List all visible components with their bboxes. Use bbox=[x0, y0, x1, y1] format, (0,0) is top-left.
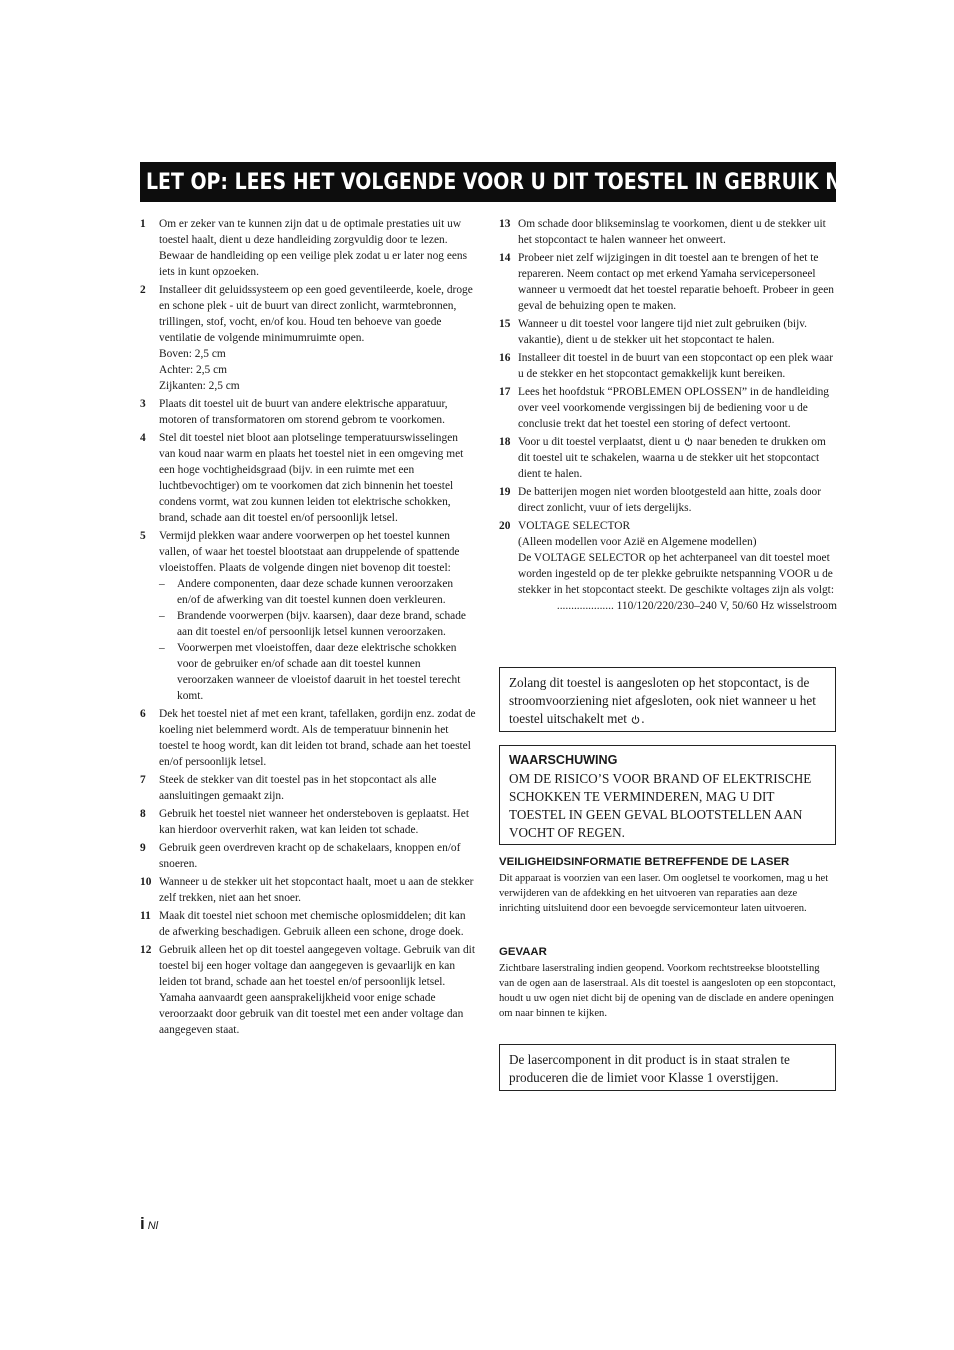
list-item bbox=[499, 316, 837, 348]
item-text: Steek de stekker van dit toestel pas in het stopcontact als alle aansluitingen gemaakt zijn. bbox=[159, 774, 437, 802]
list-item bbox=[140, 706, 476, 770]
sub-item bbox=[159, 640, 476, 704]
list-item bbox=[140, 430, 476, 526]
item-number: 7 bbox=[140, 774, 146, 786]
item-number: 2 bbox=[140, 284, 146, 296]
list-item bbox=[140, 840, 476, 872]
list-item bbox=[499, 384, 837, 432]
item-number: 8 bbox=[140, 808, 146, 820]
clearance-sides: Zijkanten: 2,5 cm bbox=[159, 380, 240, 392]
item-number: 15 bbox=[499, 318, 511, 330]
warning-text: OM DE RISICO’S VOOR BRAND OF ELEKTRISCHE SCHOKKEN TE VERMINDEREN, MAG U DIT TOESTEL IN GEEN GEVAL BLOOTSTELLEN AAN VOCHT OF REGEN. bbox=[509, 771, 812, 840]
dash-bullet: – bbox=[159, 642, 165, 654]
list-item bbox=[499, 250, 837, 314]
list-item bbox=[140, 874, 476, 906]
list-item bbox=[499, 484, 837, 516]
item-number: 5 bbox=[140, 530, 146, 542]
sub-item-text: Andere componenten, daar deze schade kunnen veroorzaken en/of de afwerking van dit toestel kunnen doen verkleuren. bbox=[177, 578, 454, 606]
page-title-banner bbox=[140, 162, 904, 202]
right-column bbox=[499, 216, 837, 616]
item-text-after: naar beneden te drukken om dit toestel uit te schakelen, waarna u de stekker uit het stopcontact dient te halen. bbox=[518, 436, 826, 480]
sub-item-text: Voorwerpen met vloeistoffen, daar deze elektrische schokken voor de gebruiker en/of schade aan dit toestel kunnen veroorzaken wanneer de vloeistof daaruit in het toestel terecht komt. bbox=[177, 642, 461, 702]
item-text-before: Voor u dit toestel verplaatst, dient u bbox=[518, 436, 681, 448]
item-number: 4 bbox=[140, 432, 146, 444]
language-code: Nl bbox=[147, 1220, 159, 1232]
power-note-box bbox=[499, 667, 836, 732]
item-text: Stel dit toestel niet bloot aan plotselinge temperatuurswisselingen van koud naar warm en plaats het toestel niet in een omgeving met een hoge vochtigheidsgraad (bijv. in een ruimte met een luchtbevochtiger) om te voorkomen dat zich binnenin het toestel condens vormt, wat zou kunnen leiden tot elektrische schokken, brand, schade aan dit toestel en/of persoonlijk letsel. bbox=[159, 432, 464, 524]
item-text: Plaats dit toestel uit de buurt van andere elektrische apparatuur, motoren of transformatoren om storend gebrom te voorkomen. bbox=[159, 398, 448, 426]
item-number: 11 bbox=[140, 910, 151, 922]
list-item bbox=[140, 528, 476, 704]
item-number: 17 bbox=[499, 386, 511, 398]
laser-info-heading: VEILIGHEIDSINFORMATIE BETREFFENDE DE LASER bbox=[499, 856, 790, 868]
item-text: Wanneer u dit toestel voor langere tijd niet zult gebruiken (bijv. vakantie), dient u de stekker uit het stopcontact te halen. bbox=[518, 318, 808, 346]
item-number: 13 bbox=[499, 218, 511, 230]
item-text: Om er zeker van te kunnen zijn dat u de optimale prestaties uit uw toestel haalt, dient u deze handleiding zorgvuldig door te lezen. Bewaar de handleiding op een veilige plek zodat u er later nog eens iets in kunt opzoeken. bbox=[159, 218, 468, 278]
list-item bbox=[499, 434, 837, 482]
page-footer bbox=[140, 1214, 158, 1234]
item-text: Vermijd plekken waar andere voorwerpen op het toestel kunnen vallen, of waar het toestel blootstaat aan druppelende of spattende vloeistoffen. Plaats de volgende dingen niet bovenop dit toestel: bbox=[159, 530, 460, 574]
power-standby-icon bbox=[631, 715, 640, 724]
list-item bbox=[140, 216, 476, 280]
item-number: 3 bbox=[140, 398, 146, 410]
item-number: 19 bbox=[499, 486, 511, 498]
clearance-back: Achter: 2,5 cm bbox=[159, 364, 228, 376]
item-text: Gebruik het toestel niet wanneer het ondersteboven is geplaatst. Het kan hierdoor oververhit raken, wat kan leiden tot schade. bbox=[159, 808, 469, 836]
item-text: Gebruik alleen het op dit toestel aangegeven voltage. Gebruik van dit toestel bij een hoger voltage dan aangegeven is gevaarlijk en kan leiden tot brand, schade aan het toestel en/of persoonlijk letsel. Yamaha aanvaardt geen aansprakelijkheid voor enige schade veroorzaakt door gebruik van dit toestel met een ander voltage dan aangegeven staat. bbox=[159, 944, 475, 1036]
voltage-values: .................... 110/120/220/230–240 V, 50/60 Hz wisselstroom bbox=[556, 600, 837, 612]
item-text: Installeer dit geluidssysteem op een goed geventileerde, koele, droge en schone plek - uit de buurt van direct zonlicht, warmtebronnen, trillingen, stof, vocht, en/of kou. Houd ten behoeve van goede ventilatie de volgende minimumruimte open. bbox=[159, 284, 473, 344]
list-item bbox=[499, 216, 837, 248]
item-number: 10 bbox=[140, 876, 152, 888]
power-note-end: . bbox=[641, 711, 645, 726]
item-text: Wanneer u de stekker uit het stopcontact haalt, moet u aan de stekker zelf trekken, niet aan het snoer. bbox=[159, 876, 474, 904]
sub-item bbox=[159, 608, 476, 640]
item-text: Om schade door blikseminslag te voorkomen, dient u de stekker uit het stopcontact te halen wanneer het onweert. bbox=[518, 218, 826, 246]
item-number: 14 bbox=[499, 252, 511, 264]
item-text: Maak dit toestel niet schoon met chemische oplosmiddelen; dit kan de afwerking beschadigen. Gebruik alleen een schone, droge doek. bbox=[159, 910, 466, 938]
list-item bbox=[140, 942, 476, 1038]
item-text: VOLTAGE SELECTOR bbox=[518, 520, 631, 532]
clearance-top: Boven: 2,5 cm bbox=[159, 348, 226, 360]
item-text: De batterijen mogen niet worden blootgesteld aan hitte, zoals door direct zonlicht, vuur of iets dergelijks. bbox=[518, 486, 822, 514]
sub-item-text: Brandende voorwerpen (bijv. kaarsen), daar deze brand, schade aan dit toestel en/of persoonlijk letsel kunnen veroorzaken. bbox=[177, 610, 466, 638]
power-note-text: Zolang dit toestel is aangesloten op het stopcontact, is de stroomvoorziening niet afgesloten, ook niet wanneer u het toestel uitschakelt met bbox=[509, 675, 816, 726]
left-column bbox=[140, 216, 476, 1040]
item-text: Gebruik geen overdreven kracht op de schakelaars, knoppen en/of snoeren. bbox=[159, 842, 461, 870]
list-item bbox=[140, 396, 476, 428]
list-item bbox=[140, 806, 476, 838]
laser-class-box bbox=[499, 1044, 836, 1091]
power-standby-icon bbox=[684, 437, 693, 446]
item-number: 9 bbox=[140, 842, 146, 854]
item-number: 12 bbox=[140, 944, 152, 956]
list-item bbox=[140, 772, 476, 804]
laser-info-text: Dit apparaat is voorzien van een laser. Om oogletsel te voorkomen, mag u het verwijderen van de afdekking en het uitvoeren van reparaties aan deze inrichting uitsluitend door een bevoegde servicemonteur laten uitvoeren. bbox=[499, 873, 829, 914]
laser-info-section bbox=[499, 855, 836, 916]
danger-section bbox=[499, 945, 836, 1021]
voltage-selector-instructions: De VOLTAGE SELECTOR op het achterpaneel van dit toestel moet worden ingesteld op de ter plekke gebruikte netspanning VOOR u de stekker in het stopcontact steekt. De geschikte voltages zijn als volgt: bbox=[518, 552, 835, 596]
warning-heading: WAARSCHUWING bbox=[509, 753, 618, 767]
item-number: 20 bbox=[499, 520, 511, 532]
danger-heading: GEVAAR bbox=[499, 946, 547, 958]
list-item bbox=[499, 350, 837, 382]
list-item bbox=[140, 282, 476, 394]
item-text: Installeer dit toestel in de buurt van een stopcontact op een plek waar u de stekker en het stopcontact gemakkelijk kunt bereiken. bbox=[518, 352, 834, 380]
warning-box bbox=[499, 745, 836, 845]
page-title: LET OP: LEES HET VOLGENDE VOOR U DIT TOESTEL IN GEBRUIK NEEMT. bbox=[146, 169, 904, 195]
item-text: Probeer niet zelf wijzigingen in dit toestel aan te brengen of het te repareren. Neem contact op met erkend Yamaha servicepersoneel wanneer u vermoedt dat het toestel reparatie behoeft. Probeer in geen geval de behuizing open te maken. bbox=[518, 252, 834, 312]
list-item bbox=[140, 908, 476, 940]
list-item bbox=[499, 518, 837, 614]
dash-bullet: – bbox=[159, 578, 165, 590]
laser-class-text: De lasercomponent in dit product is in staat stralen te produceren die de limiet voor Klasse 1 overstijgen. bbox=[509, 1052, 790, 1085]
item-number: 16 bbox=[499, 352, 511, 364]
item-text: Dek het toestel niet af met een krant, tafellaken, gordijn enz. zodat de koeling niet belemmerd wordt. Als de temperatuur binnenin het toestel te hoog wordt, kan dit leiden tot brand, schade aan het toestel en/of persoonlijk letsel. bbox=[159, 708, 476, 768]
dash-bullet: – bbox=[159, 610, 165, 622]
item-number: 6 bbox=[140, 708, 146, 720]
danger-text: Zichtbare laserstraling indien geopend. Voorkom rechtstreekse blootstelling van de ogen aan de laserstraal. Als dit toestel is aangesloten op een stopcontact, houdt u uw ogen niet dicht bij de opening van de disclade en andere openingen om naar binnen te kijken. bbox=[499, 963, 836, 1019]
voltage-models-note: (Alleen modellen voor Azië en Algemene modellen) bbox=[518, 536, 757, 548]
item-number: 18 bbox=[499, 436, 511, 448]
page-number: i bbox=[140, 1214, 145, 1233]
item-text: Lees het hoofdstuk “PROBLEMEN OPLOSSEN” in de handleiding over veel voorkomende vergissingen bij de bediening voor u de conclusie trekt dat het toestel een storing of defect vertoont. bbox=[518, 386, 829, 430]
sub-item bbox=[159, 576, 476, 608]
item-number: 1 bbox=[140, 218, 146, 230]
